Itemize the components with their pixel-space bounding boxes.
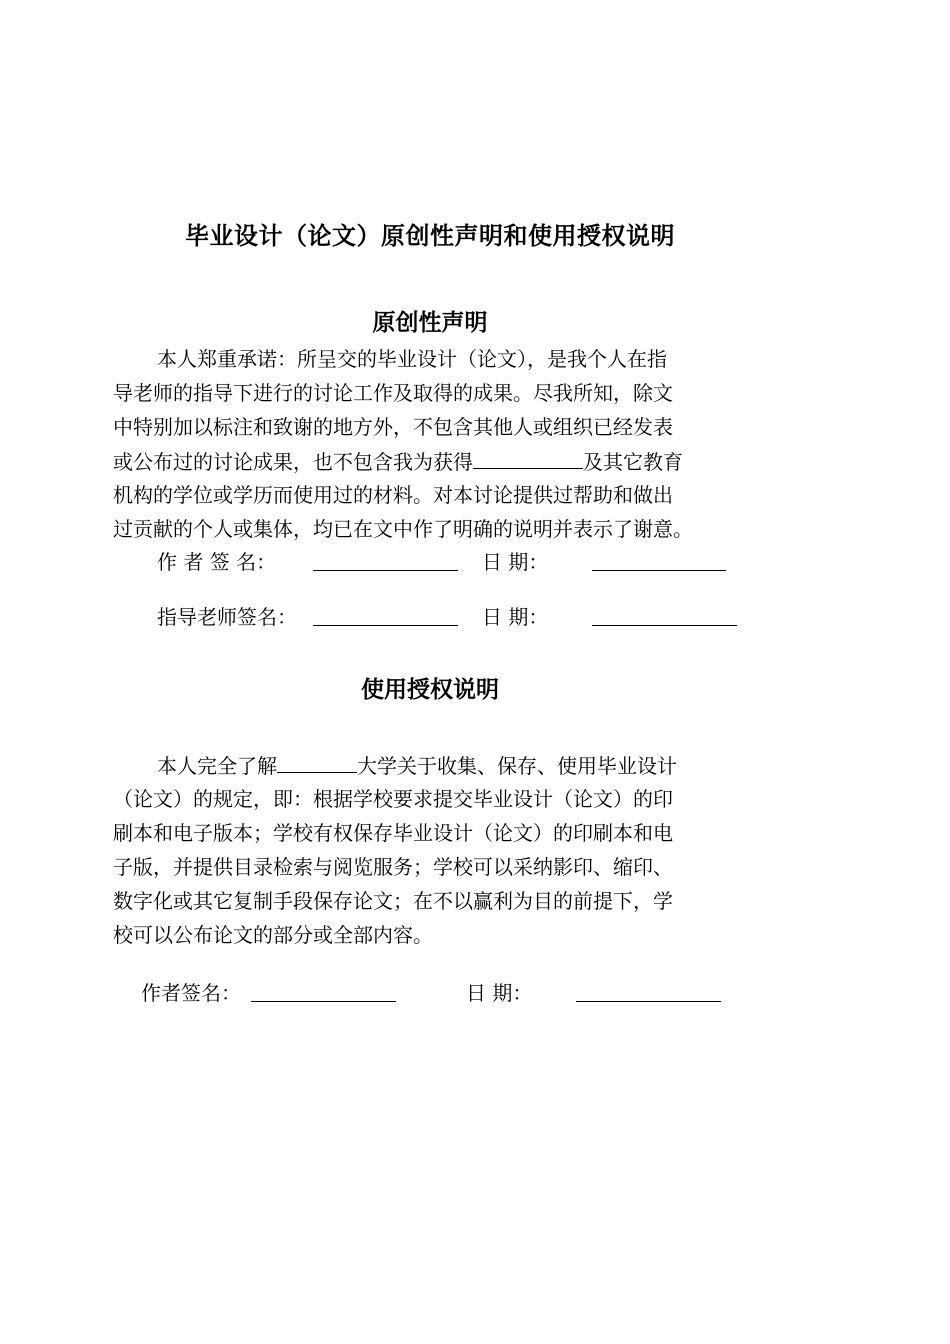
author-signature-label: 作 者 签 名： — [157, 550, 277, 574]
paragraph-line: 本人郑重承诺：所呈交的毕业设计（论文），是我个人在指 — [157, 347, 667, 371]
degree-blank-field[interactable] — [473, 444, 583, 469]
paragraph-line: 刷本和电子版本；学校有权保存毕业设计（论文）的印刷本和电 — [113, 821, 673, 845]
originality-paragraph — [113, 342, 753, 546]
advisor-date-field[interactable] — [592, 624, 737, 626]
paragraph-line: 子版，并提供目录检索与阅览服务；学校可以采纳影印、缩印、 — [113, 855, 673, 879]
author-signature-field[interactable] — [313, 569, 458, 571]
authorization-paragraph — [113, 748, 753, 952]
paragraph-line-with-blank — [113, 748, 753, 782]
paragraph-line: 导老师的指导下进行的讨论工作及取得的成果。尽我所知，除文 — [113, 381, 673, 405]
author-date-label: 日 期： — [482, 550, 549, 574]
paragraph-line-with-blank — [113, 444, 753, 478]
author-date-field[interactable] — [592, 569, 726, 571]
advisor-date-label: 日 期： — [482, 605, 549, 629]
paragraph-line: 中特别加以标注和致谢的地方外，不包含其他人或组织已经发表 — [113, 415, 673, 439]
paragraph-line: 过贡献的个人或集体，均已在文中作了明确的说明并表示了谢意。 — [113, 517, 693, 541]
paragraph-text: 或公布过的讨论成果，也不包含我为获得 — [113, 450, 473, 474]
authorization-signature-label: 作者签名： — [141, 981, 241, 1005]
paragraph-line: 数字化或其它复制手段保存论文；在不以赢利为目的前提下，学 — [113, 889, 673, 913]
authorization-signature-field[interactable] — [251, 1000, 396, 1002]
advisor-signature-label: 指导老师签名： — [157, 605, 297, 629]
paragraph-text: 大学关于收集、保存、使用毕业设计 — [357, 754, 677, 778]
paragraph-text: 本人完全了解 — [157, 754, 277, 778]
paragraph-line: （论文）的规定，即：根据学校要求提交毕业设计（论文）的印 — [113, 787, 673, 811]
originality-heading: 原创性声明 — [372, 310, 488, 336]
authorization-date-field[interactable] — [576, 1000, 721, 1002]
university-blank-field[interactable] — [277, 748, 357, 773]
page-title: 毕业设计（论文）原创性声明和使用授权说明 — [185, 222, 675, 250]
paragraph-line: 机构的学位或学历而使用过的材料。对本讨论提供过帮助和做出 — [113, 483, 673, 507]
paragraph-text: 及其它教育 — [583, 450, 683, 474]
authorization-heading: 使用授权说明 — [361, 677, 499, 703]
advisor-signature-field[interactable] — [313, 624, 458, 626]
authorization-date-label: 日 期： — [466, 981, 533, 1005]
paragraph-line: 校可以公布论文的部分或全部内容。 — [113, 923, 433, 947]
